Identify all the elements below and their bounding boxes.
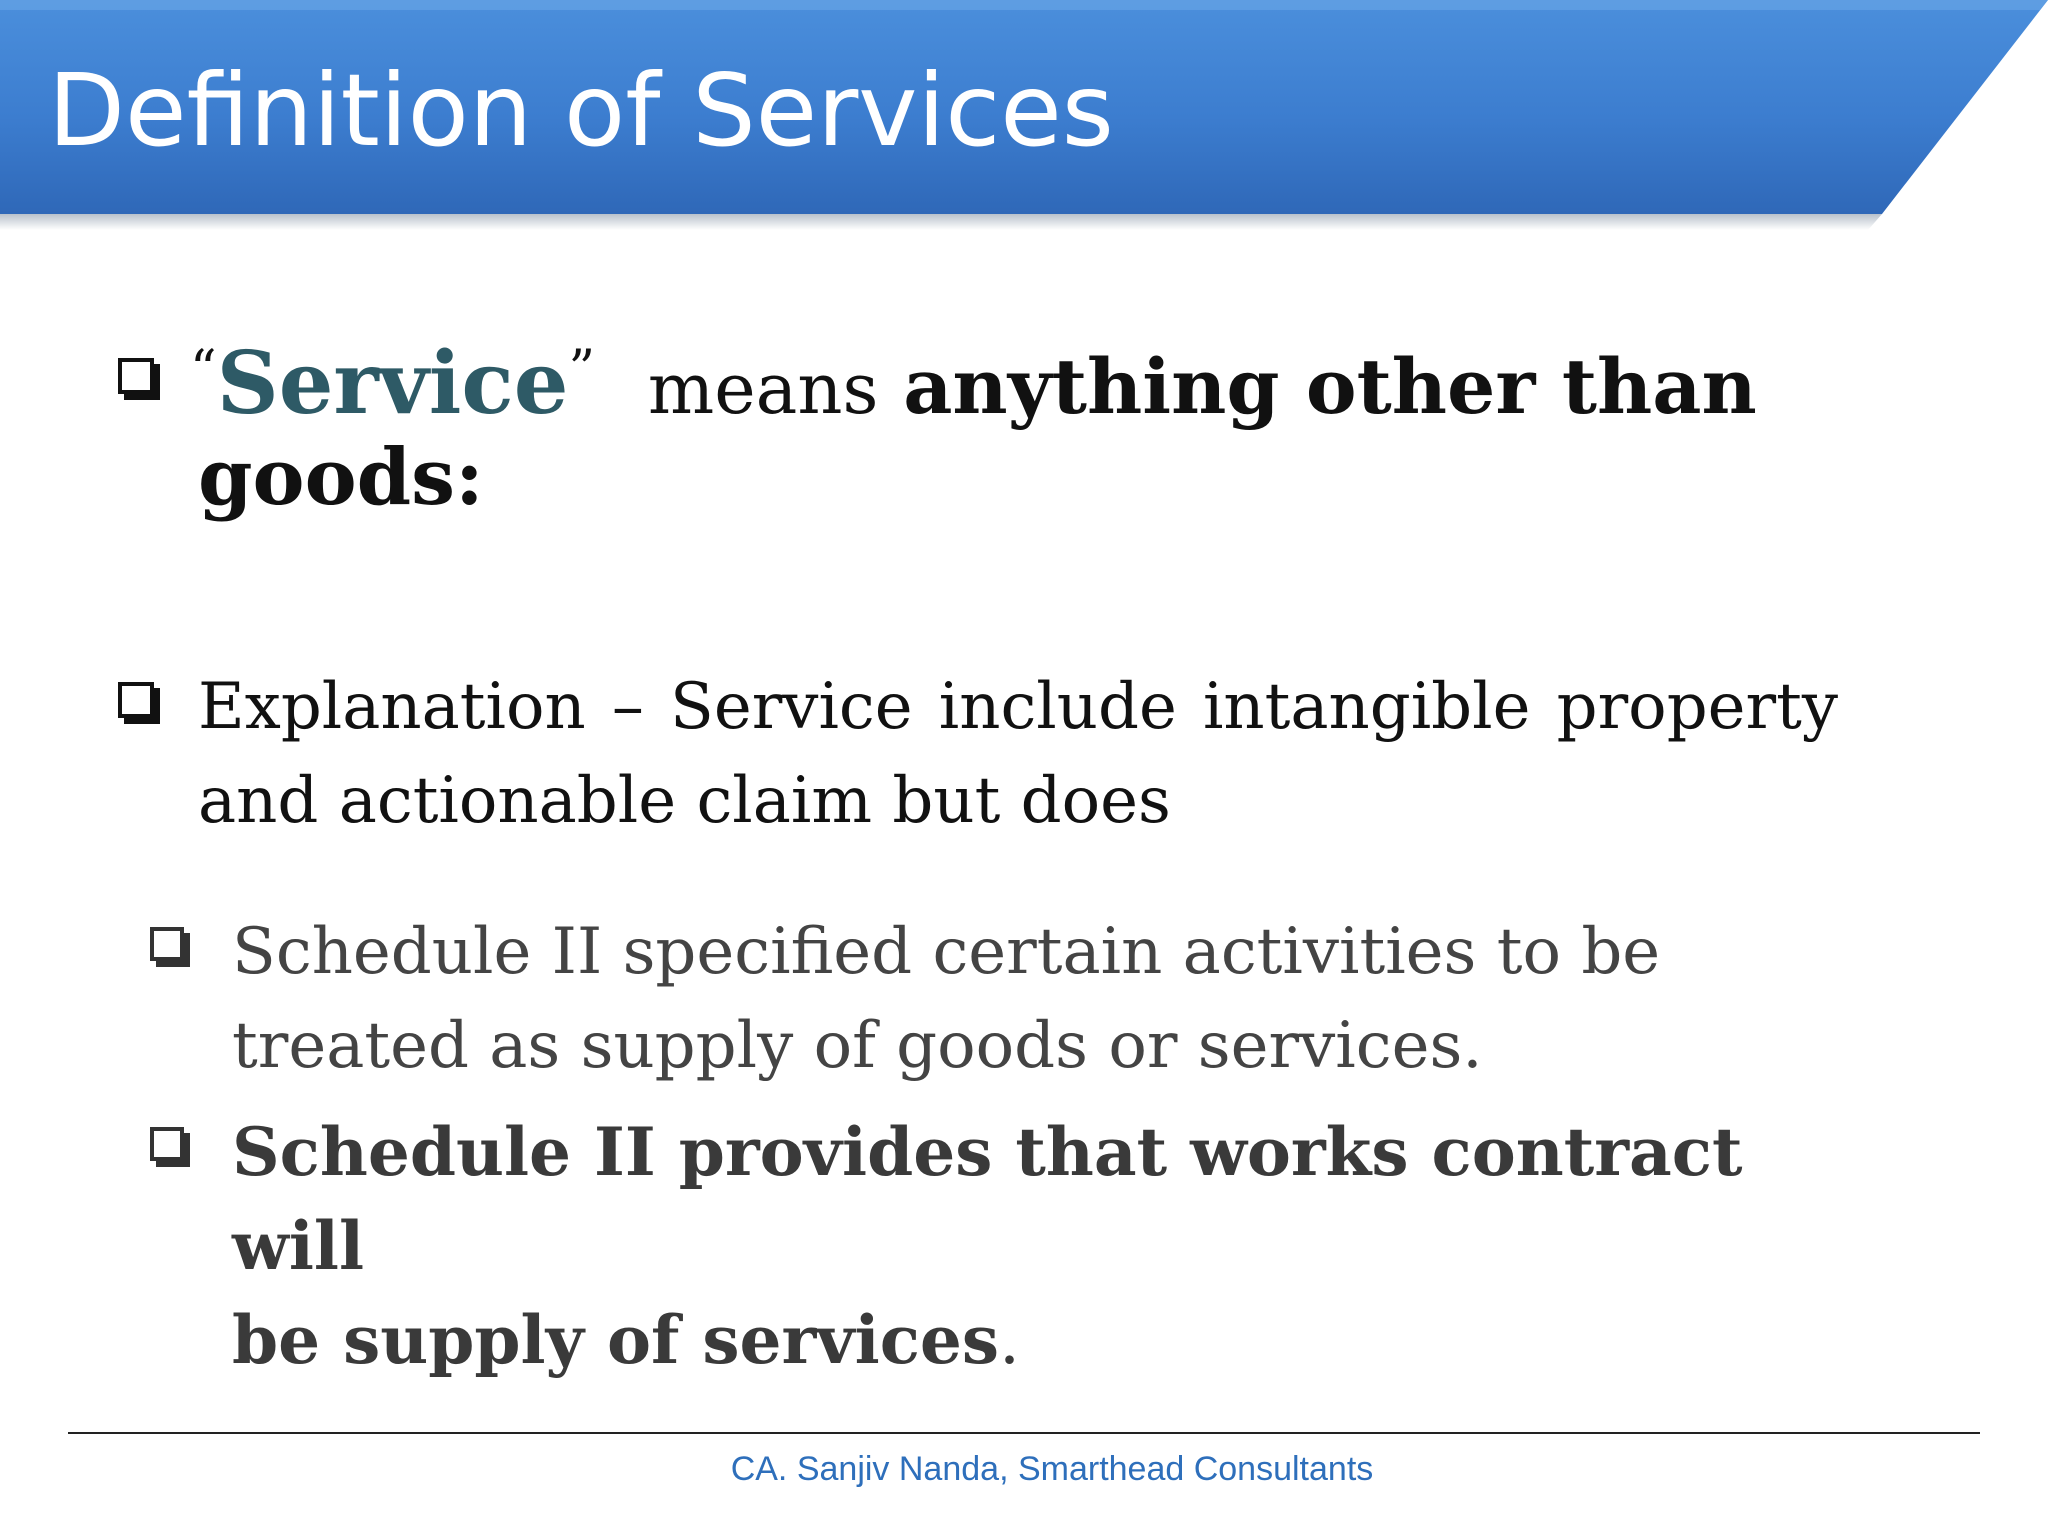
service-term: Service xyxy=(216,333,569,434)
works-contract-line-1: Schedule II provides that works contract will xyxy=(232,1113,1743,1285)
footer-credit: CA. Sanjiv Nanda, Smarthead Consultants xyxy=(730,1450,1374,1488)
open-quote: “ xyxy=(190,340,217,400)
word: Service xyxy=(669,670,913,744)
sub-bullet-text: Schedule II specified certain activities to be treated as supply of goods or services. xyxy=(232,915,1661,1083)
word: intangible xyxy=(1202,670,1531,744)
bold-phrase: anything other than xyxy=(903,342,1757,431)
explanation-line-2: and actionable claim but does xyxy=(198,764,1171,838)
checkbox-bullet-icon xyxy=(150,1127,184,1161)
word: Explanation xyxy=(198,670,586,744)
title-banner xyxy=(0,0,2048,230)
bold-phrase: be supply of services xyxy=(232,1301,1000,1379)
page-title: Definition of Services xyxy=(48,52,1114,169)
bullet-line-2: goods: xyxy=(198,432,484,523)
sub-bullet-text xyxy=(232,1105,1852,1388)
period: . xyxy=(999,1302,1021,1379)
close-quote: ” xyxy=(568,340,596,400)
checkbox-bullet-icon xyxy=(150,927,184,961)
explanation-line-1 xyxy=(198,660,1838,754)
checkbox-bullet-icon xyxy=(118,682,154,718)
checkbox-bullet-icon xyxy=(118,358,154,394)
word: – xyxy=(611,670,644,744)
word: include xyxy=(938,670,1177,744)
explanation-text xyxy=(198,660,1848,848)
bullet-line xyxy=(190,320,1757,439)
works-contract-line-2 xyxy=(232,1293,1852,1388)
means-text: means xyxy=(647,348,879,430)
footer-divider xyxy=(68,1432,1980,1434)
word: property xyxy=(1556,670,1838,744)
